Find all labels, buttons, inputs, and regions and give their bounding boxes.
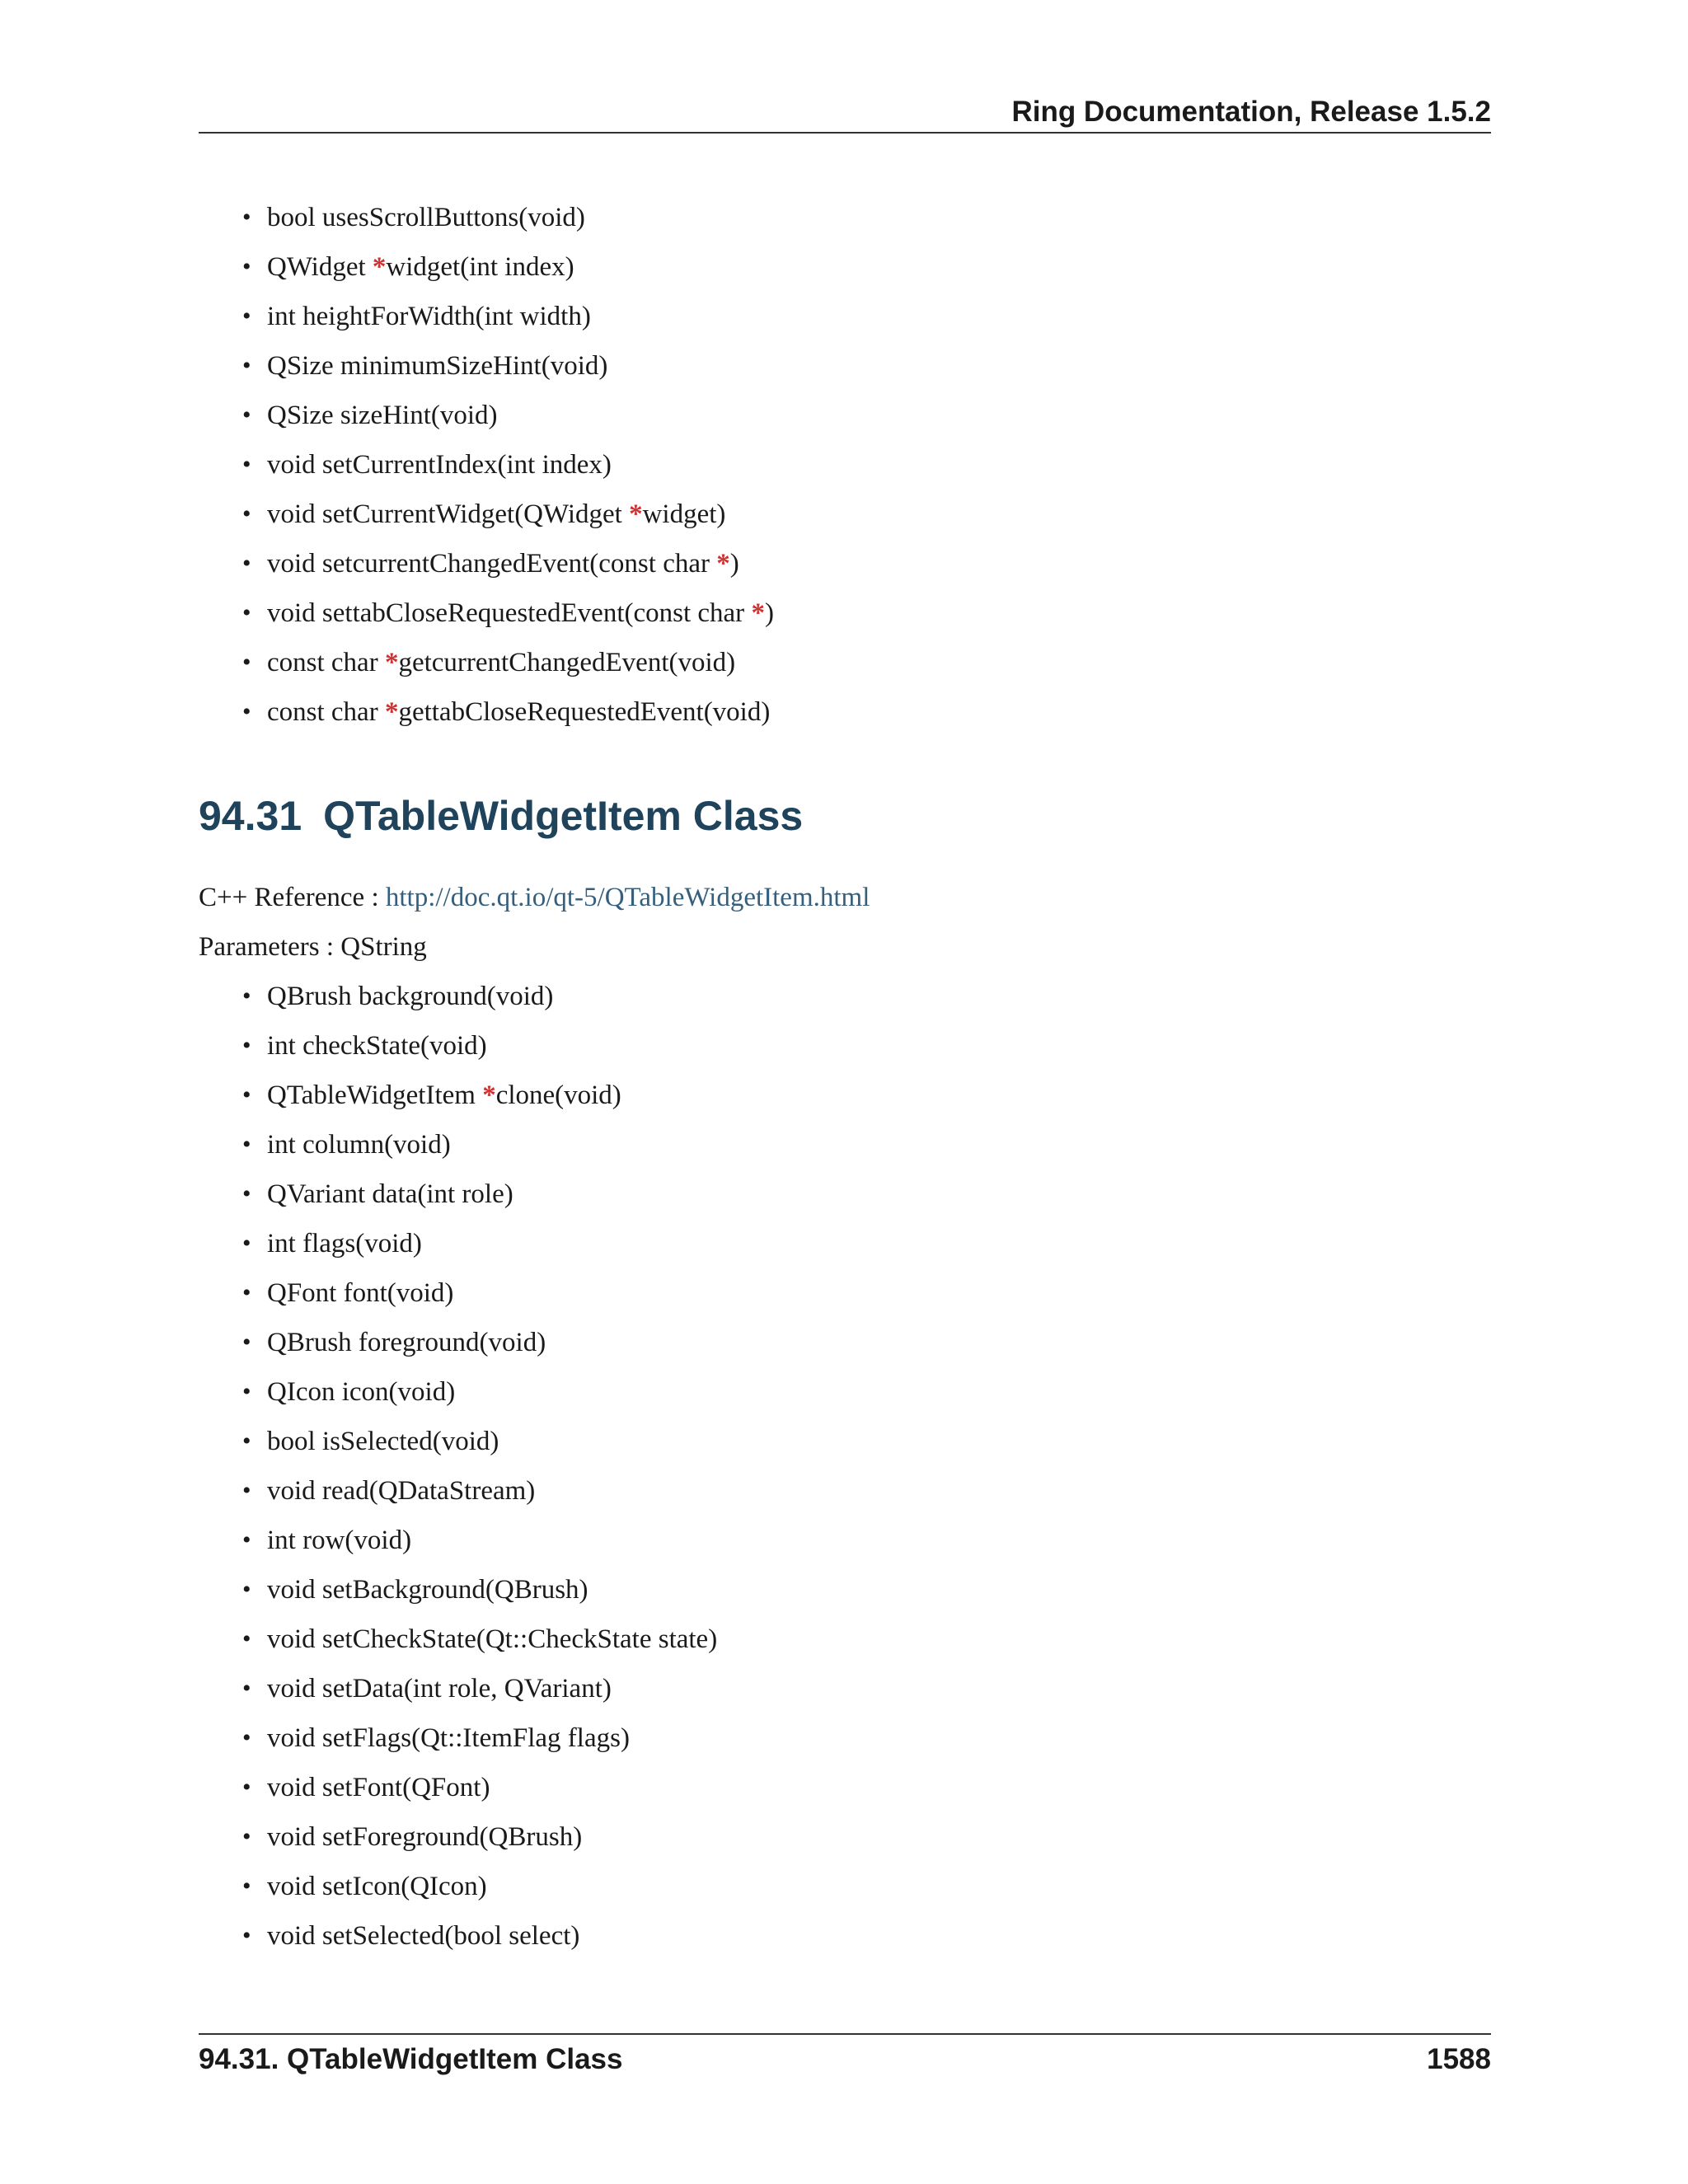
signature-part: const char — [267, 648, 385, 677]
document-title: Ring Documentation, Release 1.5.2 — [1011, 96, 1491, 128]
signature-part: QFont font(void) — [267, 1278, 454, 1308]
signature-part: void setSelected(bool select) — [267, 1921, 580, 1951]
method-signature — [267, 1268, 453, 1318]
list-item — [0, 1862, 1688, 1911]
bullet-icon: • — [242, 1378, 251, 1405]
method-signature — [267, 1367, 455, 1417]
signature-part: const char — [267, 697, 385, 727]
list-item — [0, 1466, 1688, 1516]
list-item — [0, 1763, 1688, 1812]
method-signature — [267, 1911, 579, 1961]
list-item — [0, 539, 1688, 588]
bullet-icon: • — [242, 1872, 251, 1900]
list-item — [0, 1516, 1688, 1565]
bullet-icon: • — [242, 1675, 251, 1702]
signature-part: QSize sizeHint(void) — [267, 401, 498, 430]
signature-part: void setCheckState(Qt::CheckState state) — [267, 1624, 718, 1654]
signature-part: int heightForWidth(int width) — [267, 302, 591, 331]
signature-part: widget) — [642, 499, 726, 529]
list-item — [0, 440, 1688, 490]
list-item — [0, 687, 1688, 737]
signature-part: bool usesScrollButtons(void) — [267, 203, 585, 232]
pointer-star: * — [384, 697, 399, 727]
signature-part: QWidget — [267, 252, 373, 282]
section-number: 94.31 — [199, 793, 302, 839]
signature-part: int checkState(void) — [267, 1031, 487, 1061]
method-signature — [267, 1713, 630, 1763]
bullet-icon: • — [242, 451, 251, 478]
page-header — [199, 92, 1491, 134]
signature-part: widget(int index) — [386, 252, 574, 282]
signature-part: int row(void) — [267, 1526, 412, 1555]
footer-section-title: 94.31. QTableWidgetItem Class — [199, 2043, 623, 2075]
signature-part: QVariant data(int role) — [267, 1179, 513, 1209]
signature-part: void setForeground(QBrush) — [267, 1822, 583, 1852]
section-title: QTableWidgetItem Class — [323, 793, 804, 839]
page-number: 1588 — [1427, 2043, 1491, 2075]
bullet-icon: • — [242, 1230, 251, 1257]
parameters-line: Parameters : QString — [199, 932, 427, 962]
signature-part: void setBackground(QBrush) — [267, 1575, 588, 1605]
list-item — [0, 1318, 1688, 1367]
reference-label: C++ Reference : — [199, 883, 386, 912]
method-signature — [267, 972, 553, 1021]
bullet-icon: • — [242, 1477, 251, 1504]
method-signature — [267, 1615, 717, 1664]
signature-part: int column(void) — [267, 1130, 451, 1160]
method-signature — [267, 391, 498, 440]
bullet-icon: • — [242, 1823, 251, 1850]
method-signature — [267, 1021, 487, 1071]
bullet-icon: • — [242, 352, 251, 379]
signature-part: int flags(void) — [267, 1229, 422, 1258]
method-signature — [267, 193, 585, 242]
signature-part: QSize minimumSizeHint(void) — [267, 351, 608, 381]
section-heading — [199, 787, 803, 845]
bullet-icon: • — [242, 1625, 251, 1652]
pointer-star: * — [629, 499, 643, 529]
list-item — [0, 1268, 1688, 1318]
pointer-star: * — [372, 252, 387, 282]
page-footer — [199, 2033, 1491, 2084]
method-signature — [267, 1219, 422, 1268]
signature-part: bool isSelected(void) — [267, 1427, 499, 1456]
list-item — [0, 1664, 1688, 1713]
bullet-icon: • — [242, 1576, 251, 1603]
method-signature — [267, 539, 739, 588]
method-signature — [267, 292, 591, 341]
signature-part: void setCurrentIndex(int index) — [267, 450, 612, 480]
signature-part: ) — [764, 598, 774, 628]
list-item — [0, 588, 1688, 638]
bullet-icon: • — [242, 550, 251, 577]
method-signature — [267, 1763, 490, 1812]
pointer-star: * — [384, 648, 399, 677]
list-item — [0, 1812, 1688, 1862]
pointer-star: * — [716, 549, 730, 579]
method-signature — [267, 1812, 582, 1862]
bullet-icon: • — [242, 302, 251, 330]
bullet-icon: • — [242, 649, 251, 676]
pointer-star: * — [482, 1080, 496, 1110]
method-signature — [267, 1169, 513, 1219]
list-item — [0, 972, 1688, 1021]
bullet-icon: • — [242, 500, 251, 527]
bullet-icon: • — [242, 1081, 251, 1108]
method-list-qtabwidget — [0, 193, 1688, 737]
list-item — [0, 1021, 1688, 1071]
signature-part: QBrush background(void) — [267, 982, 554, 1011]
signature-part: gettabCloseRequestedEvent(void) — [398, 697, 771, 727]
signature-part: void setIcon(QIcon) — [267, 1872, 487, 1901]
signature-part: QIcon icon(void) — [267, 1377, 456, 1407]
signature-part: getcurrentChangedEvent(void) — [398, 648, 736, 677]
method-signature — [267, 1318, 546, 1367]
method-signature — [267, 1071, 621, 1120]
method-signature — [267, 1565, 588, 1615]
list-item — [0, 1417, 1688, 1466]
list-item — [0, 292, 1688, 341]
list-item — [0, 1367, 1688, 1417]
bullet-icon: • — [242, 1279, 251, 1306]
list-item — [0, 1911, 1688, 1961]
bullet-icon: • — [242, 1526, 251, 1554]
bullet-icon: • — [242, 1329, 251, 1356]
method-signature — [267, 1516, 411, 1565]
signature-part: QBrush foreground(void) — [267, 1328, 546, 1357]
method-list-qtablewidgetitem — [0, 972, 1688, 1961]
pointer-star: * — [751, 598, 765, 628]
list-item — [0, 490, 1688, 539]
list-item — [0, 1565, 1688, 1615]
bullet-icon: • — [242, 599, 251, 626]
method-signature — [267, 1466, 535, 1516]
method-signature — [267, 1417, 499, 1466]
bullet-icon: • — [242, 1032, 251, 1059]
method-signature — [267, 1862, 487, 1911]
method-signature — [267, 341, 607, 391]
signature-part: void setFlags(Qt::ItemFlag flags) — [267, 1723, 630, 1753]
signature-part: void setCurrentWidget(QWidget — [267, 499, 630, 529]
reference-link[interactable]: http://doc.qt.io/qt-5/QTableWidgetItem.html — [385, 883, 870, 912]
bullet-icon: • — [242, 253, 251, 280]
signature-part: void settabCloseRequestedEvent(const char — [267, 598, 752, 628]
bullet-icon: • — [242, 204, 251, 231]
cpp-reference-line — [199, 873, 870, 922]
list-item — [0, 638, 1688, 687]
list-item — [0, 391, 1688, 440]
bullet-icon: • — [242, 698, 251, 725]
method-signature — [267, 490, 725, 539]
list-item — [0, 1713, 1688, 1763]
list-item — [0, 1219, 1688, 1268]
method-signature — [267, 1120, 451, 1169]
method-signature — [267, 440, 612, 490]
method-signature — [267, 588, 774, 638]
bullet-icon: • — [242, 1724, 251, 1751]
list-item — [0, 242, 1688, 292]
signature-part: QTableWidgetItem — [267, 1080, 483, 1110]
method-signature — [267, 687, 770, 737]
method-signature — [267, 638, 735, 687]
bullet-icon: • — [242, 1922, 251, 1949]
signature-part: clone(void) — [495, 1080, 621, 1110]
bullet-icon: • — [242, 1131, 251, 1158]
list-item — [0, 193, 1688, 242]
bullet-icon: • — [242, 1427, 251, 1455]
signature-part: ) — [729, 549, 739, 579]
method-signature — [267, 1664, 612, 1713]
signature-part: void setData(int role, QVariant) — [267, 1674, 612, 1704]
list-item — [0, 1071, 1688, 1120]
method-signature — [267, 242, 574, 292]
list-item — [0, 1615, 1688, 1664]
list-item — [0, 341, 1688, 391]
bullet-icon: • — [242, 982, 251, 1010]
signature-part: void setFont(QFont) — [267, 1773, 490, 1802]
bullet-icon: • — [242, 401, 251, 429]
bullet-icon: • — [242, 1180, 251, 1207]
list-item — [0, 1120, 1688, 1169]
signature-part: void read(QDataStream) — [267, 1476, 536, 1506]
bullet-icon: • — [242, 1774, 251, 1801]
signature-part: void setcurrentChangedEvent(const char — [267, 549, 717, 579]
list-item — [0, 1169, 1688, 1219]
